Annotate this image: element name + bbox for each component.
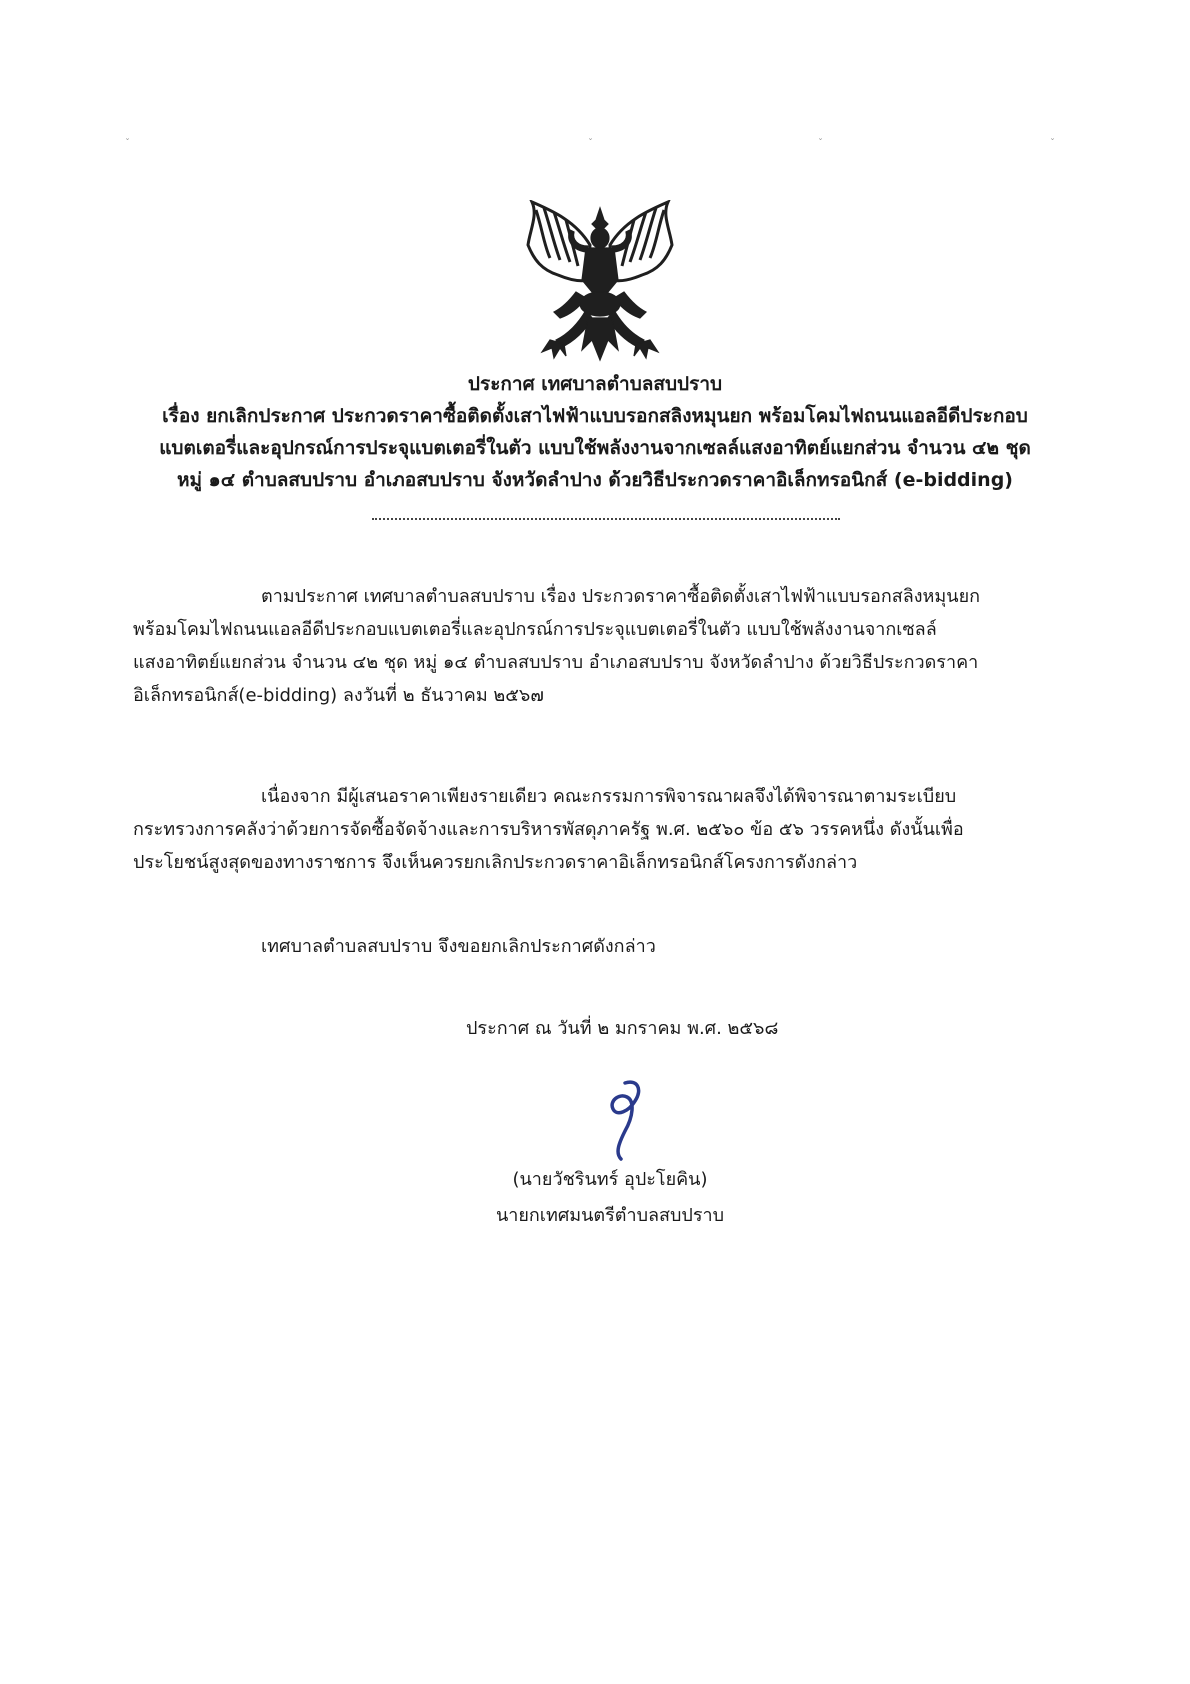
announcement-date: ประกาศ ณ วันที่ ๒ มกราคม พ.ศ. ๒๕๖๘ [466, 1018, 779, 1039]
publisher-title: ประกาศ เทศบาลตำบลสบปราบ [467, 373, 723, 395]
paragraph-line: พร้อมโคมไฟถนนแอลอีดีประกอบแบตเตอรี่และอุปกรณ์การประจุแบตเตอรี่ในตัว แบบใช้พลังงานจากเซลล์ [133, 619, 937, 640]
scan-speck: ˇ [818, 138, 823, 149]
header-divider [372, 518, 840, 520]
signer-block [420, 1162, 800, 1234]
paragraph-line: เทศบาลตำบลสบปราบ จึงขอยกเลิกประกาศดังกล่าว [261, 936, 656, 957]
subject-line: หมู่ ๑๔ ตำบลสบปราบ อำเภอสบปราบ จังหวัดลำปาง ด้วยวิธีประกวดราคาอิเล็กทรอนิกส์ (e-bidding) [177, 469, 1013, 491]
paragraph-line: ตามประกาศ เทศบาลตำบลสบปราบ เรื่อง ประกวดราคาซื้อติดตั้งเสาไฟฟ้าแบบรอกสลิงหมุนยก [261, 586, 981, 607]
scan-speck: ˇ [588, 138, 593, 149]
subject-line: แบตเตอรี่และอุปกรณ์การประจุแบตเตอรี่ในตัว แบบใช้พลังงานจากเซลล์แสงอาทิตย์แยกส่วน จำนวน ๔๒ ชุด [159, 437, 1031, 459]
paragraph-line: เนื่องจาก มีผู้เสนอราคาเพียงรายเดียว คณะกรรมการพิจารณาผลจึงได้พิจารณาตามระเบียบ [261, 786, 957, 807]
paragraph-line: อิเล็กทรอนิกส์(e-bidding) ลงวันที่ ๒ ธันวาคม ๒๕๖๗ [133, 685, 544, 706]
paragraph-conclusion [133, 930, 1053, 963]
signer-name: (นายวัชรินทร์ อุปะโยคิน) [512, 1169, 708, 1190]
scan-speck: ˇ [125, 138, 130, 149]
garuda-emblem-icon [520, 200, 680, 365]
paragraph-line: แสงอาทิตย์แยกส่วน จำนวน ๔๒ ชุด หมู่ ๑๔ ตำบลสบปราบ อำเภอสบปราบ จังหวัดลำปาง ด้วยวิธีประกวดราคา [133, 652, 979, 673]
paragraph-line: กระทรวงการคลังว่าด้วยการจัดซื้อจัดจ้างและการบริหารพัสดุภาครัฐ พ.ศ. ๒๕๖๐ ข้อ ๕๖ วรรคหนึ่ง ดังนั้นเพื่อ [133, 819, 964, 840]
announcement-header [100, 368, 1090, 496]
subject-line: เรื่อง ยกเลิกประกาศ ประกวดราคาซื้อติดตั้งเสาไฟฟ้าแบบรอกสลิงหมุนยก พร้อมโคมไฟถนนแอลอีดีประกอบ [162, 405, 1028, 427]
signer-position: นายกเทศมนตรีตำบลสบปราบ [495, 1205, 725, 1226]
handwritten-signature [595, 1075, 655, 1165]
scan-speck: ˇ [1050, 138, 1055, 149]
paragraph-reference [133, 580, 1053, 712]
paragraph-line: ประโยชน์สูงสุดของทางราชการ จึงเห็นควรยกเลิกประกวดราคาอิเล็กทรอนิกส์โครงการดังกล่าว [133, 852, 858, 873]
paragraph-reason [133, 780, 1053, 879]
